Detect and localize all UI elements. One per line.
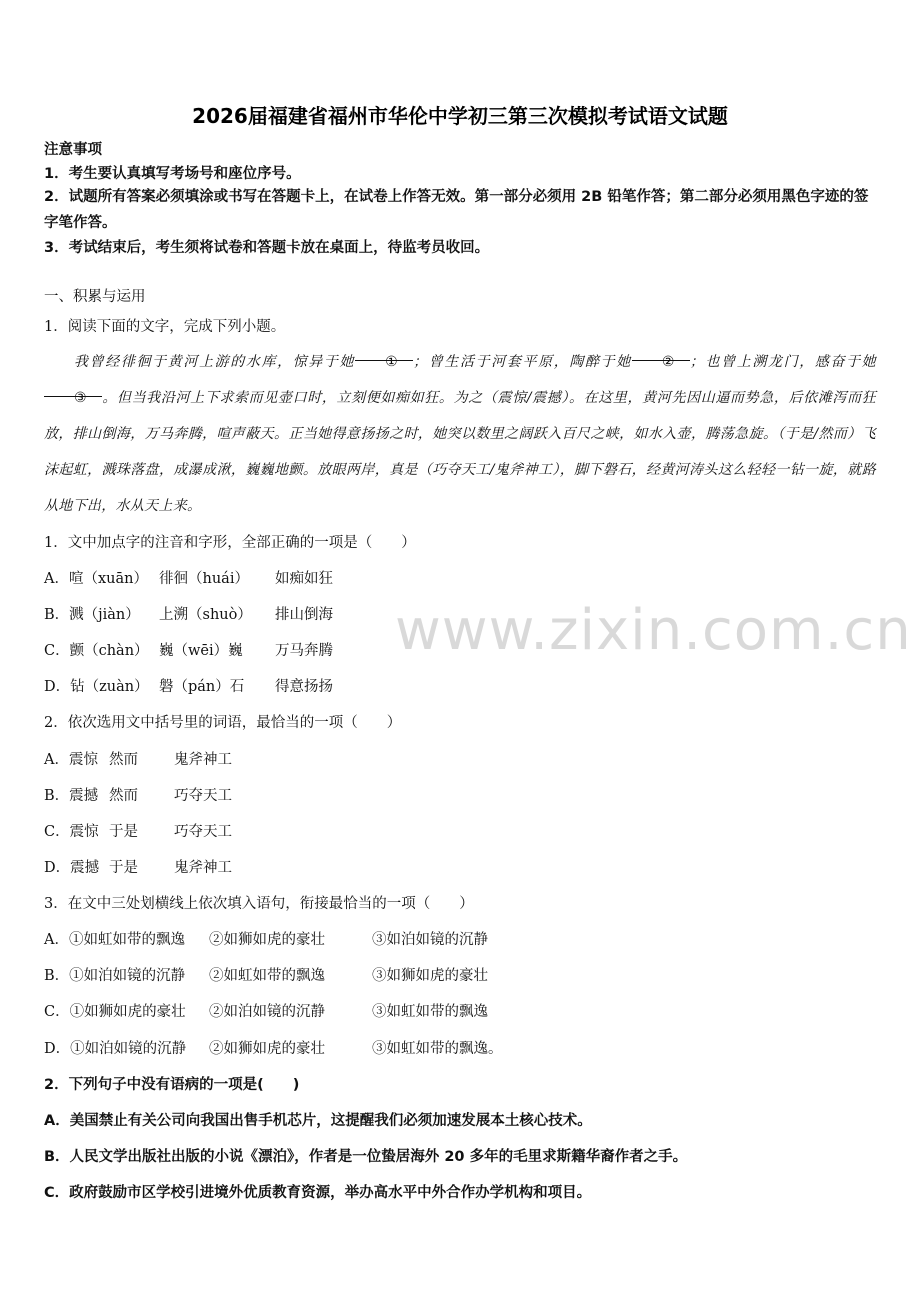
watermark: www.zixin.com.cn (395, 598, 912, 663)
option-part: ②如狮如虎的豪壮 (209, 932, 325, 948)
subq2-stem: 2．依次选用文中括号里的词语，最恰当的一项（ ） (44, 715, 402, 731)
option-part: 鬼斧神工 (174, 860, 232, 876)
question-2-option-c: C．政府鼓励市区学校引进境外优质教育资源，举办高水平中外合作办学机构和项目。 (44, 1185, 592, 1201)
option-part: 如痴如狂 (275, 571, 333, 587)
option-part: ③如虹如带的飘逸 (372, 1004, 488, 1020)
option-part: 排山倒海 (275, 607, 333, 623)
notice-item-1: 1．考生要认真填写考场号和座位序号。 (44, 166, 301, 182)
option-part: 万马奔腾 (275, 643, 333, 659)
blank-1-marker: ① (385, 354, 399, 370)
question-1-intro: 1．阅读下面的文字，完成下列小题。 (44, 319, 286, 335)
option-part: 于是 (109, 824, 138, 840)
option-part: A．①如虹如带的飘逸 (44, 932, 185, 948)
option-part: 巧夺天工 (174, 788, 232, 804)
section-heading: 一、积累与运用 (44, 289, 146, 305)
option-part: ②如泊如镜的沉静 (209, 1004, 325, 1020)
option-part: B．①如泊如镜的沉静 (44, 968, 186, 984)
subq1-stem: 1．文中加点字的注音和字形，全部正确的一项是（ ） (44, 535, 416, 551)
exam-title: 2026届福建省福州市华伦中学初三第三次模拟考试语文试题 (192, 104, 728, 128)
option-part: B．溅（jiàn） (44, 607, 140, 623)
blank-2 (632, 344, 690, 370)
subq3-option-b (44, 964, 488, 985)
option-part: 然而 (109, 752, 138, 768)
option-part: D．震撼 (44, 860, 100, 876)
subq1-option-c (44, 639, 333, 660)
passage-text-2: ；曾生活于河套平原，陶醉于她 (413, 354, 632, 370)
subq2-option-b (44, 784, 232, 805)
reading-passage (44, 344, 876, 524)
option-part: A．喧（xuān） (44, 571, 148, 587)
option-part: ③如泊如镜的沉静 (372, 932, 488, 948)
subq2-option-a (44, 748, 232, 769)
notice-item-2: 2．试题所有答案必须填涂或书写在答题卡上，在试卷上作答无效。第一部分必须用 2B 铅笔作答；第二部分必须用黑色字迹的签字笔作答。 (44, 189, 869, 231)
option-part: 得意扬扬 (275, 679, 333, 695)
option-part: 鬼斧神工 (174, 752, 232, 768)
option-part: ③如虹如带的飘逸。 (372, 1041, 503, 1057)
blank-2-marker: ② (661, 354, 675, 370)
subq3-stem: 3．在文中三处划横线上依次填入语句，衔接最恰当的一项（ ） (44, 896, 474, 912)
blank-1 (355, 344, 413, 370)
blank-3-marker: ③ (74, 390, 87, 406)
passage-text-1: 我曾经徘徊于黄河上游的水库，惊异于她 (74, 354, 356, 370)
passage-text-3: ；也曾上溯龙门，感奋于她 (689, 354, 876, 370)
option-part: B．震撼 (44, 788, 99, 804)
option-part: 徘徊（huái） (159, 571, 249, 587)
subq3-option-d (44, 1037, 503, 1058)
option-part: D．钻（zuàn） (44, 679, 149, 695)
blank-3 (44, 380, 102, 406)
option-part: C．颤（chàn） (44, 643, 149, 659)
subq2-option-c (44, 820, 232, 841)
passage-text-4: 。但当我沿河上下求索而见壶口时，立刻便如痴如狂。为之（震惊/震撼）。在这里，黄河先因山逼而势急，后依滩泻而狂放，排山倒海，万马奔腾，喧声蔽天。正当她得意扬扬之时，她突以数里之阔跃入百尺之峡，如水入壶，腾荡急旋。（于是/然而）飞沫起虹，溅珠落盘，成瀑成湫，巍巍地颤。放眼两岸，真是（巧夺天工/鬼斧神工），脚下磐石，经黄河涛头这么轻轻一钻一旋，就路从地下出，水从天上来。 (44, 390, 876, 514)
option-part: C．①如狮如虎的豪壮 (44, 1004, 186, 1020)
option-part: 然而 (109, 788, 138, 804)
question-2-option-b: B．人民文学出版社出版的小说《漂泊》，作者是一位蛰居海外 20 多年的毛里求斯籍华裔作者之手。 (44, 1149, 688, 1165)
subq1-option-b (44, 603, 333, 624)
option-part: 磐（pán）石 (159, 679, 245, 695)
option-part: 上溯（shuò） (159, 607, 252, 623)
subq2-option-d (44, 856, 232, 877)
subq3-option-c (44, 1000, 488, 1021)
subq1-option-d (44, 675, 333, 696)
option-part: 巍（wēi）巍 (159, 643, 243, 659)
option-part: ②如虹如带的飘逸 (209, 968, 325, 984)
question-2-stem: 2．下列句子中没有语病的一项是( ) (44, 1077, 300, 1093)
subq1-option-a (44, 567, 333, 588)
notice-item-3: 3．考试结束后，考生须将试卷和答题卡放在桌面上，待监考员收回。 (44, 240, 490, 256)
question-2-option-a: A．美国禁止有关公司向我国出售手机芯片，这提醒我们必须加速发展本土核心技术。 (44, 1113, 592, 1129)
option-part: ③如狮如虎的豪壮 (372, 968, 488, 984)
option-part: ②如狮如虎的豪壮 (209, 1041, 325, 1057)
subq3-option-a (44, 928, 488, 949)
option-part: C．震惊 (44, 824, 99, 840)
option-part: A．震惊 (44, 752, 98, 768)
notice-heading: 注意事项 (44, 142, 102, 158)
option-part: 巧夺天工 (174, 824, 232, 840)
option-part: D．①如泊如镜的沉静 (44, 1041, 187, 1057)
option-part: 于是 (109, 860, 138, 876)
